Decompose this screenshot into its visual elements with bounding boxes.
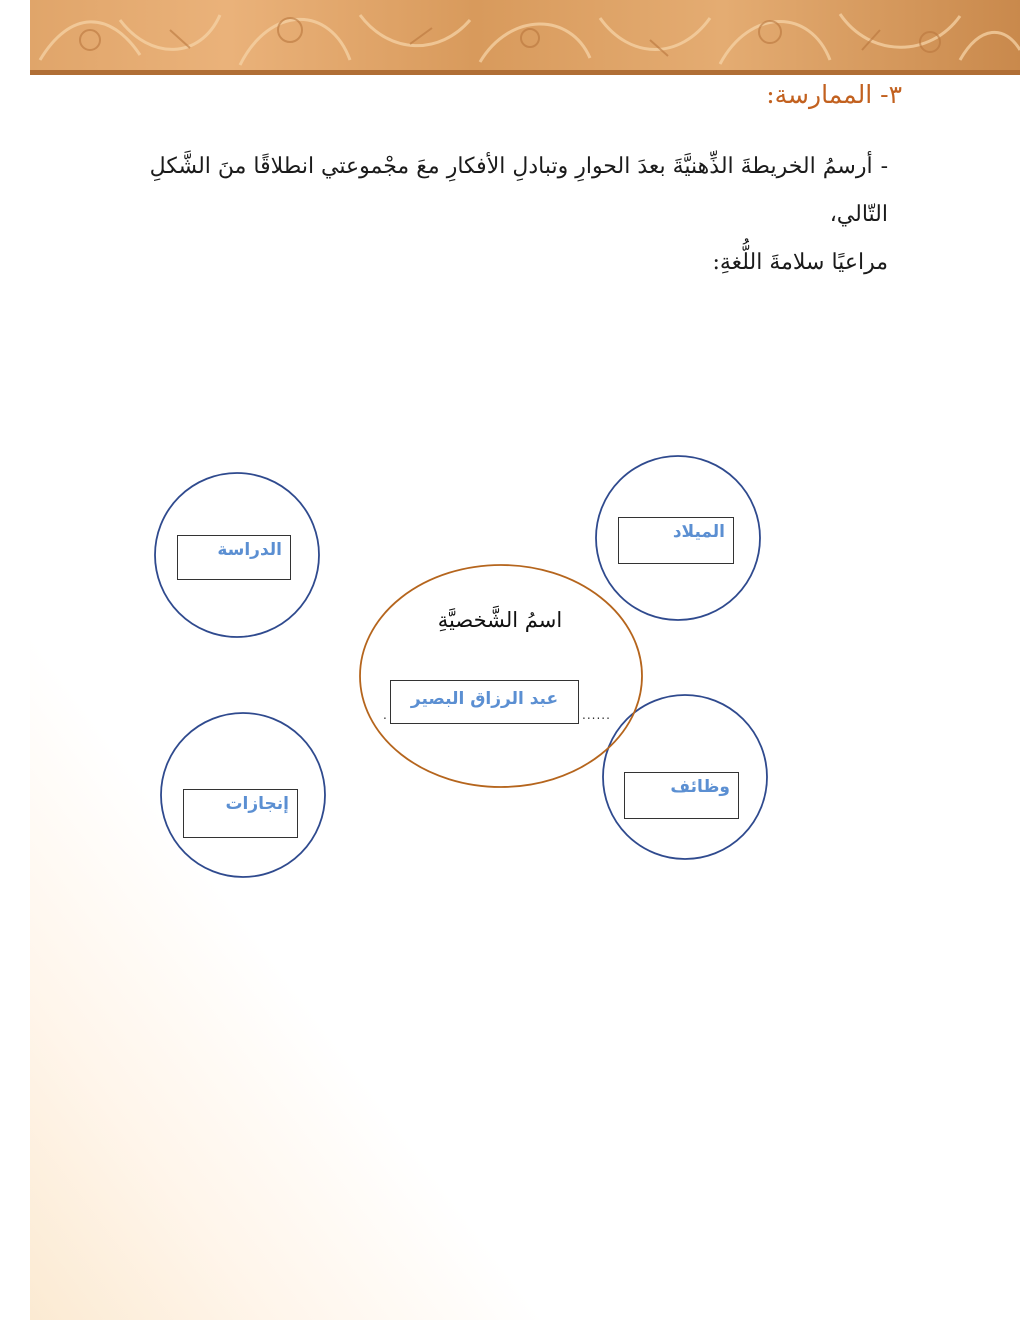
jobs-label: وظائف — [624, 772, 739, 819]
bullet-dash: - — [880, 154, 888, 179]
center-title: اسمُ الشَّخصيَّةِ — [437, 608, 563, 632]
instruction-line-1-text: أرسمُ الخريطةَ الذِّهنيَّةَ بعدَ الحوارِ وتبادلِ الأفكارِ معَ مجْموعتي انطلاقًا منَ الشَّكلِ التّالي، — [149, 154, 888, 227]
center-circle — [360, 565, 642, 787]
section-heading: ٣- الممارسة: — [766, 80, 902, 109]
birth-label: الميلاد — [618, 517, 734, 564]
center-value-box: عبد الرزاق البصير — [390, 680, 579, 724]
dots-left: . — [383, 708, 388, 722]
study-label: الدراسة — [177, 535, 291, 580]
dots-right: ...... — [582, 708, 611, 722]
achievements-label: إنجازات — [183, 789, 298, 838]
instruction-line-2: مراعيًا سلامةَ اللُّغةِ: — [712, 250, 888, 275]
